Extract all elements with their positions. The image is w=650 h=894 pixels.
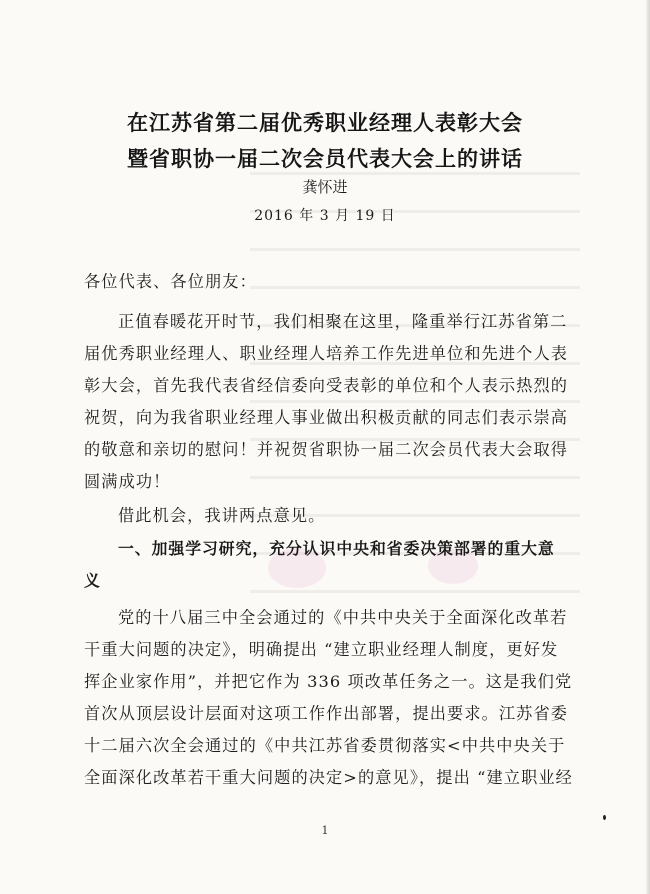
paragraph-3-line: 全面深化改革若干重大问题的决定>的意见》，提出 “建立职业经 <box>84 768 573 787</box>
speech-date: 2016 年 3 月 19 日 <box>254 208 396 224</box>
paragraph-3-line: 党的十八届三中全会通过的《中共中央关于全面深化改革若 <box>118 608 568 627</box>
paragraph-1-line: 届优秀职业经理人、职业经理人培养工作先进单位和先进个人表 <box>84 344 569 363</box>
paragraph-1-line: 圆满成功！ <box>84 472 171 491</box>
document-title-line-2: 暨省职协一届二次会员代表大会上的讲话 <box>127 147 523 171</box>
salutation: 各位代表、各位朋友： <box>84 272 257 291</box>
paragraph-3-line: 干重大问题的决定》，明确提出 “建立职业经理人制度，更好发 <box>84 640 559 659</box>
paragraph-1-line: 的敬意和亲切的慰问！并祝贺省职协一届二次会员代表大会取得 <box>84 440 569 459</box>
paragraph-1-line: 彰大会，首先我代表省经信委向受表彰的单位和个人表示热烈的 <box>84 376 569 395</box>
paragraph-3-line: 挥企业家作用”，并把它作为 336 项改革任务之一。这是我们党 <box>84 672 573 691</box>
paragraph-1-line: 正值春暖花开时节，我们相聚在这里，隆重举行江苏省第二 <box>118 312 568 331</box>
section-1-heading: 一、加强学习研究，充分认识中央和省委决策部署的重大意 <box>118 539 555 558</box>
ink-speck <box>603 815 606 820</box>
paragraph-2: 借此机会，我讲两点意见。 <box>118 506 326 525</box>
page-number: 1 <box>321 824 329 837</box>
paragraph-3-line: 十二届六次全会通过的《中共江苏省委贯彻落实<中共中央关于 <box>84 736 566 755</box>
author-name: 龚怀进 <box>302 178 348 196</box>
paragraph-1-line: 祝贺，向为我省职业经理人事业做出积极贡献的同志们表示崇高 <box>84 408 569 427</box>
section-1-heading-continued: 义 <box>84 571 101 590</box>
paragraph-3-line: 首次从顶层设计层面对这项工作作出部署，提出要求。江苏省委 <box>84 704 569 723</box>
document-title-line-1: 在江苏省第二届优秀职业经理人表彰大会 <box>127 111 523 135</box>
